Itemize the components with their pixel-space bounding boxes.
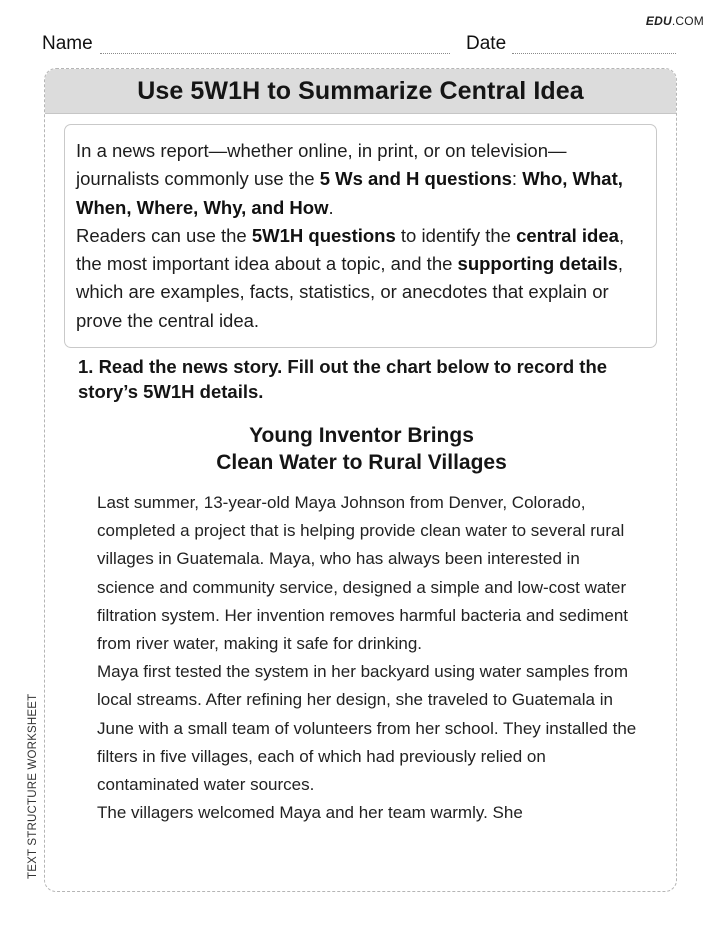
name-label: Name <box>42 33 93 54</box>
task-instruction: 1. Read the news story. Fill out the chart below to record the story’s 5W1H details. <box>78 356 608 402</box>
brand-logo: EDU.COM <box>645 14 704 28</box>
worksheet-header <box>45 69 676 114</box>
story-paragraph-1: Last summer, 13-year-old Maya Johnson from Denver, Colorado, completed a project that is helping provide clean water to several rural villages in Guatemala. Maya, who has always been interested in science and community service, designed a simple and low-cost water filtration system. Her invention removes harmful bacteria and sediment from river water, making it safe for drinking. <box>97 493 629 654</box>
date-field[interactable] <box>512 53 676 54</box>
info-paragraph-2: Readers can use the 5W1H questions to identify the central idea, the most important idea about a topic, and the supporting details, which are examples, facts, statistics, or anecdotes that explain or prove the central idea. <box>76 224 625 331</box>
name-date-row <box>42 33 676 55</box>
info-paragraph-1: In a news report—whether online, in print, or on television—journalists commonly use the 5 Ws and H questions: Who, What, When, Where, Why, and How. <box>76 140 623 218</box>
story-paragraph-2: Maya first tested the system in her backyard using water samples from local streams. After refining her design, she traveled to Guatemala in June with a small team of volunteers from her school. They installed the <box>97 662 637 738</box>
story-title <box>45 422 677 476</box>
story-paragraph-2-continued: filters in five villages, each of which had previously relied on contaminated water sources. <box>97 746 546 795</box>
worksheet-title: Use 5W1H to Summarize Central Idea <box>137 76 584 105</box>
story-text <box>97 489 637 827</box>
worksheet-card <box>44 68 677 892</box>
info-box <box>64 124 657 348</box>
story-paragraph-3: The villagers welcomed Maya and her team warmly. She <box>97 803 523 823</box>
story-title-line-1: Young Inventor Brings <box>249 424 474 447</box>
date-label: Date <box>466 33 507 54</box>
name-field[interactable] <box>100 53 450 54</box>
side-label: TEXT STRUCTURE WORKSHEET <box>27 693 39 879</box>
story-title-line-2: Clean Water to Rural Villages <box>216 451 507 474</box>
